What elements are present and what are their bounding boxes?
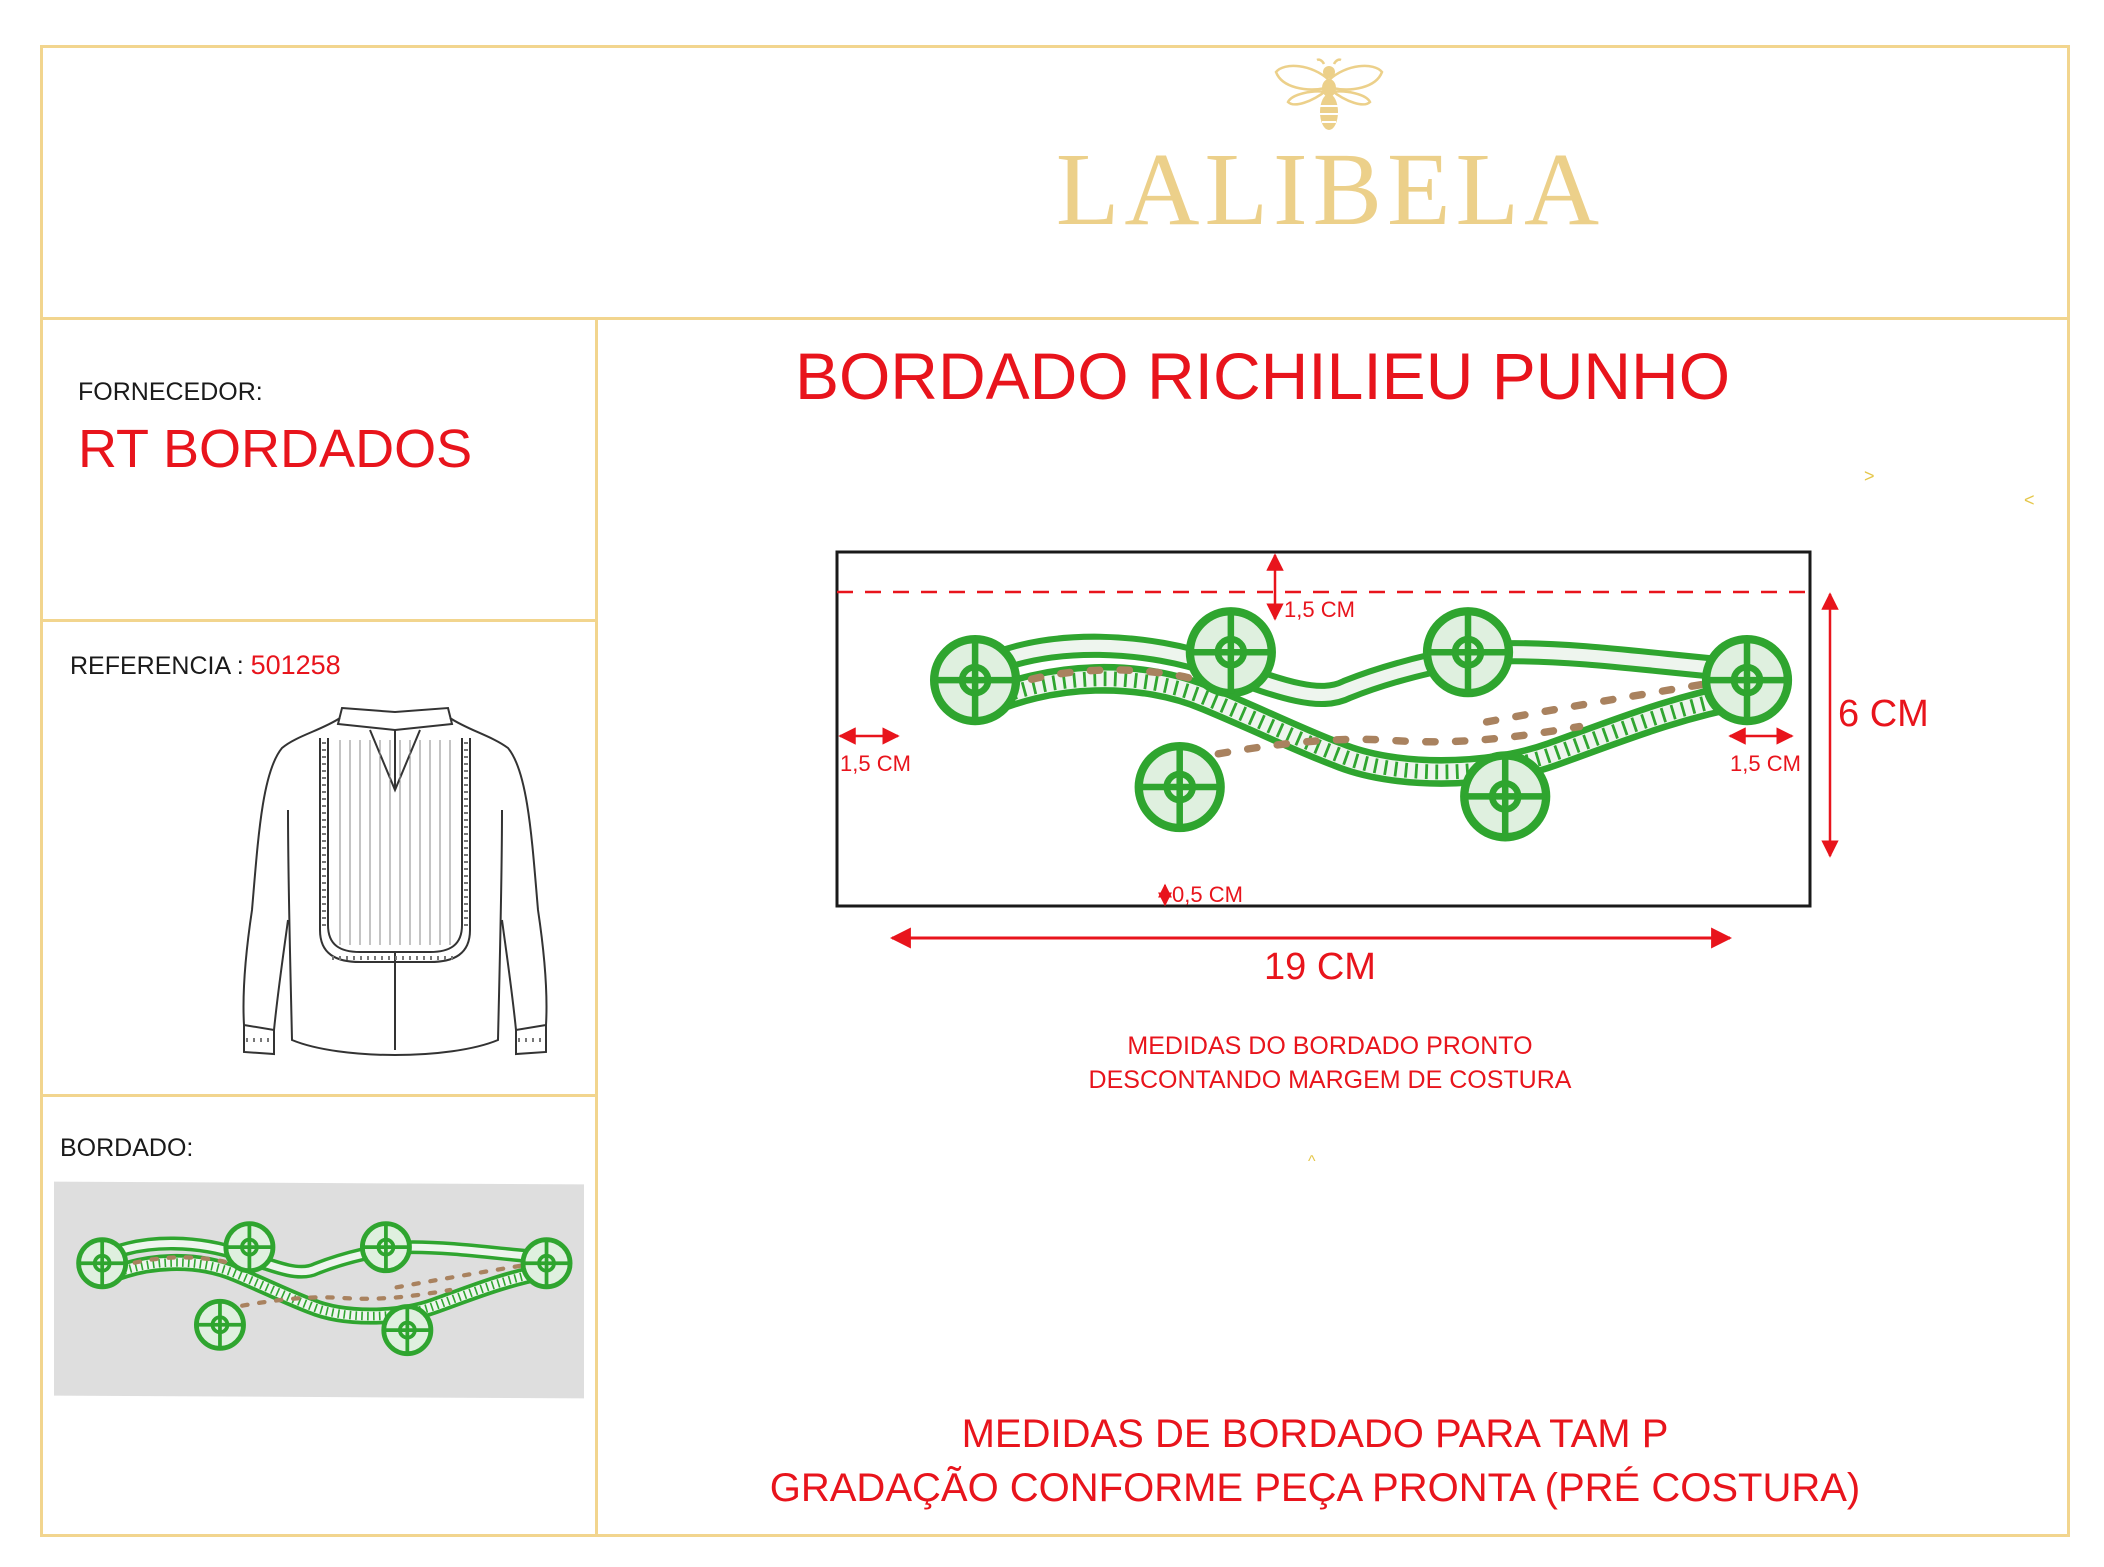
- brand-logo-text: LALIBELA: [1055, 132, 1605, 247]
- width-label: 19 CM: [1264, 946, 1376, 988]
- supplier-value: RT BORDADOS: [78, 419, 473, 479]
- footer-line-2: GRADAÇÃO CONFORME PEÇA PRONTA (PRÉ COSTURA): [769, 1466, 1861, 1510]
- height-label: 6 CM: [1838, 693, 1929, 735]
- reference-label: REFERENCIA :: [70, 652, 251, 680]
- stray-mark-3: ^: [1308, 1153, 1316, 1170]
- stray-mark-2: <: [2024, 490, 2035, 510]
- embroidery-swatch-motif: [54, 1190, 584, 1390]
- reference-value: 501258: [250, 650, 341, 680]
- note-line-1: MEDIDAS DO BORDADO PRONTO: [1127, 1032, 1533, 1060]
- footer-line-1: MEDIDAS DE BORDADO PARA TAM P: [961, 1412, 1669, 1456]
- left-margin-label: 1,5 CM: [840, 751, 911, 776]
- supplier-label: FORNECEDOR:: [78, 378, 263, 406]
- stray-mark-1: >: [1864, 466, 1875, 486]
- note-line-2: DESCONTANDO MARGEM DE COSTURA: [1088, 1066, 1572, 1094]
- bottom-margin-label: 0,5 CM: [1172, 882, 1243, 907]
- bee-icon: [1272, 58, 1386, 134]
- blouse-sketch: [230, 690, 560, 1070]
- right-margin-label: 1,5 CM: [1730, 751, 1801, 776]
- top-margin-label: 1,5 CM: [1284, 597, 1355, 622]
- reference-line: [70, 650, 341, 681]
- embroidery-label: BORDADO:: [60, 1134, 194, 1162]
- sheet-title: BORDADO RICHILIEU PUNHO: [794, 339, 1731, 413]
